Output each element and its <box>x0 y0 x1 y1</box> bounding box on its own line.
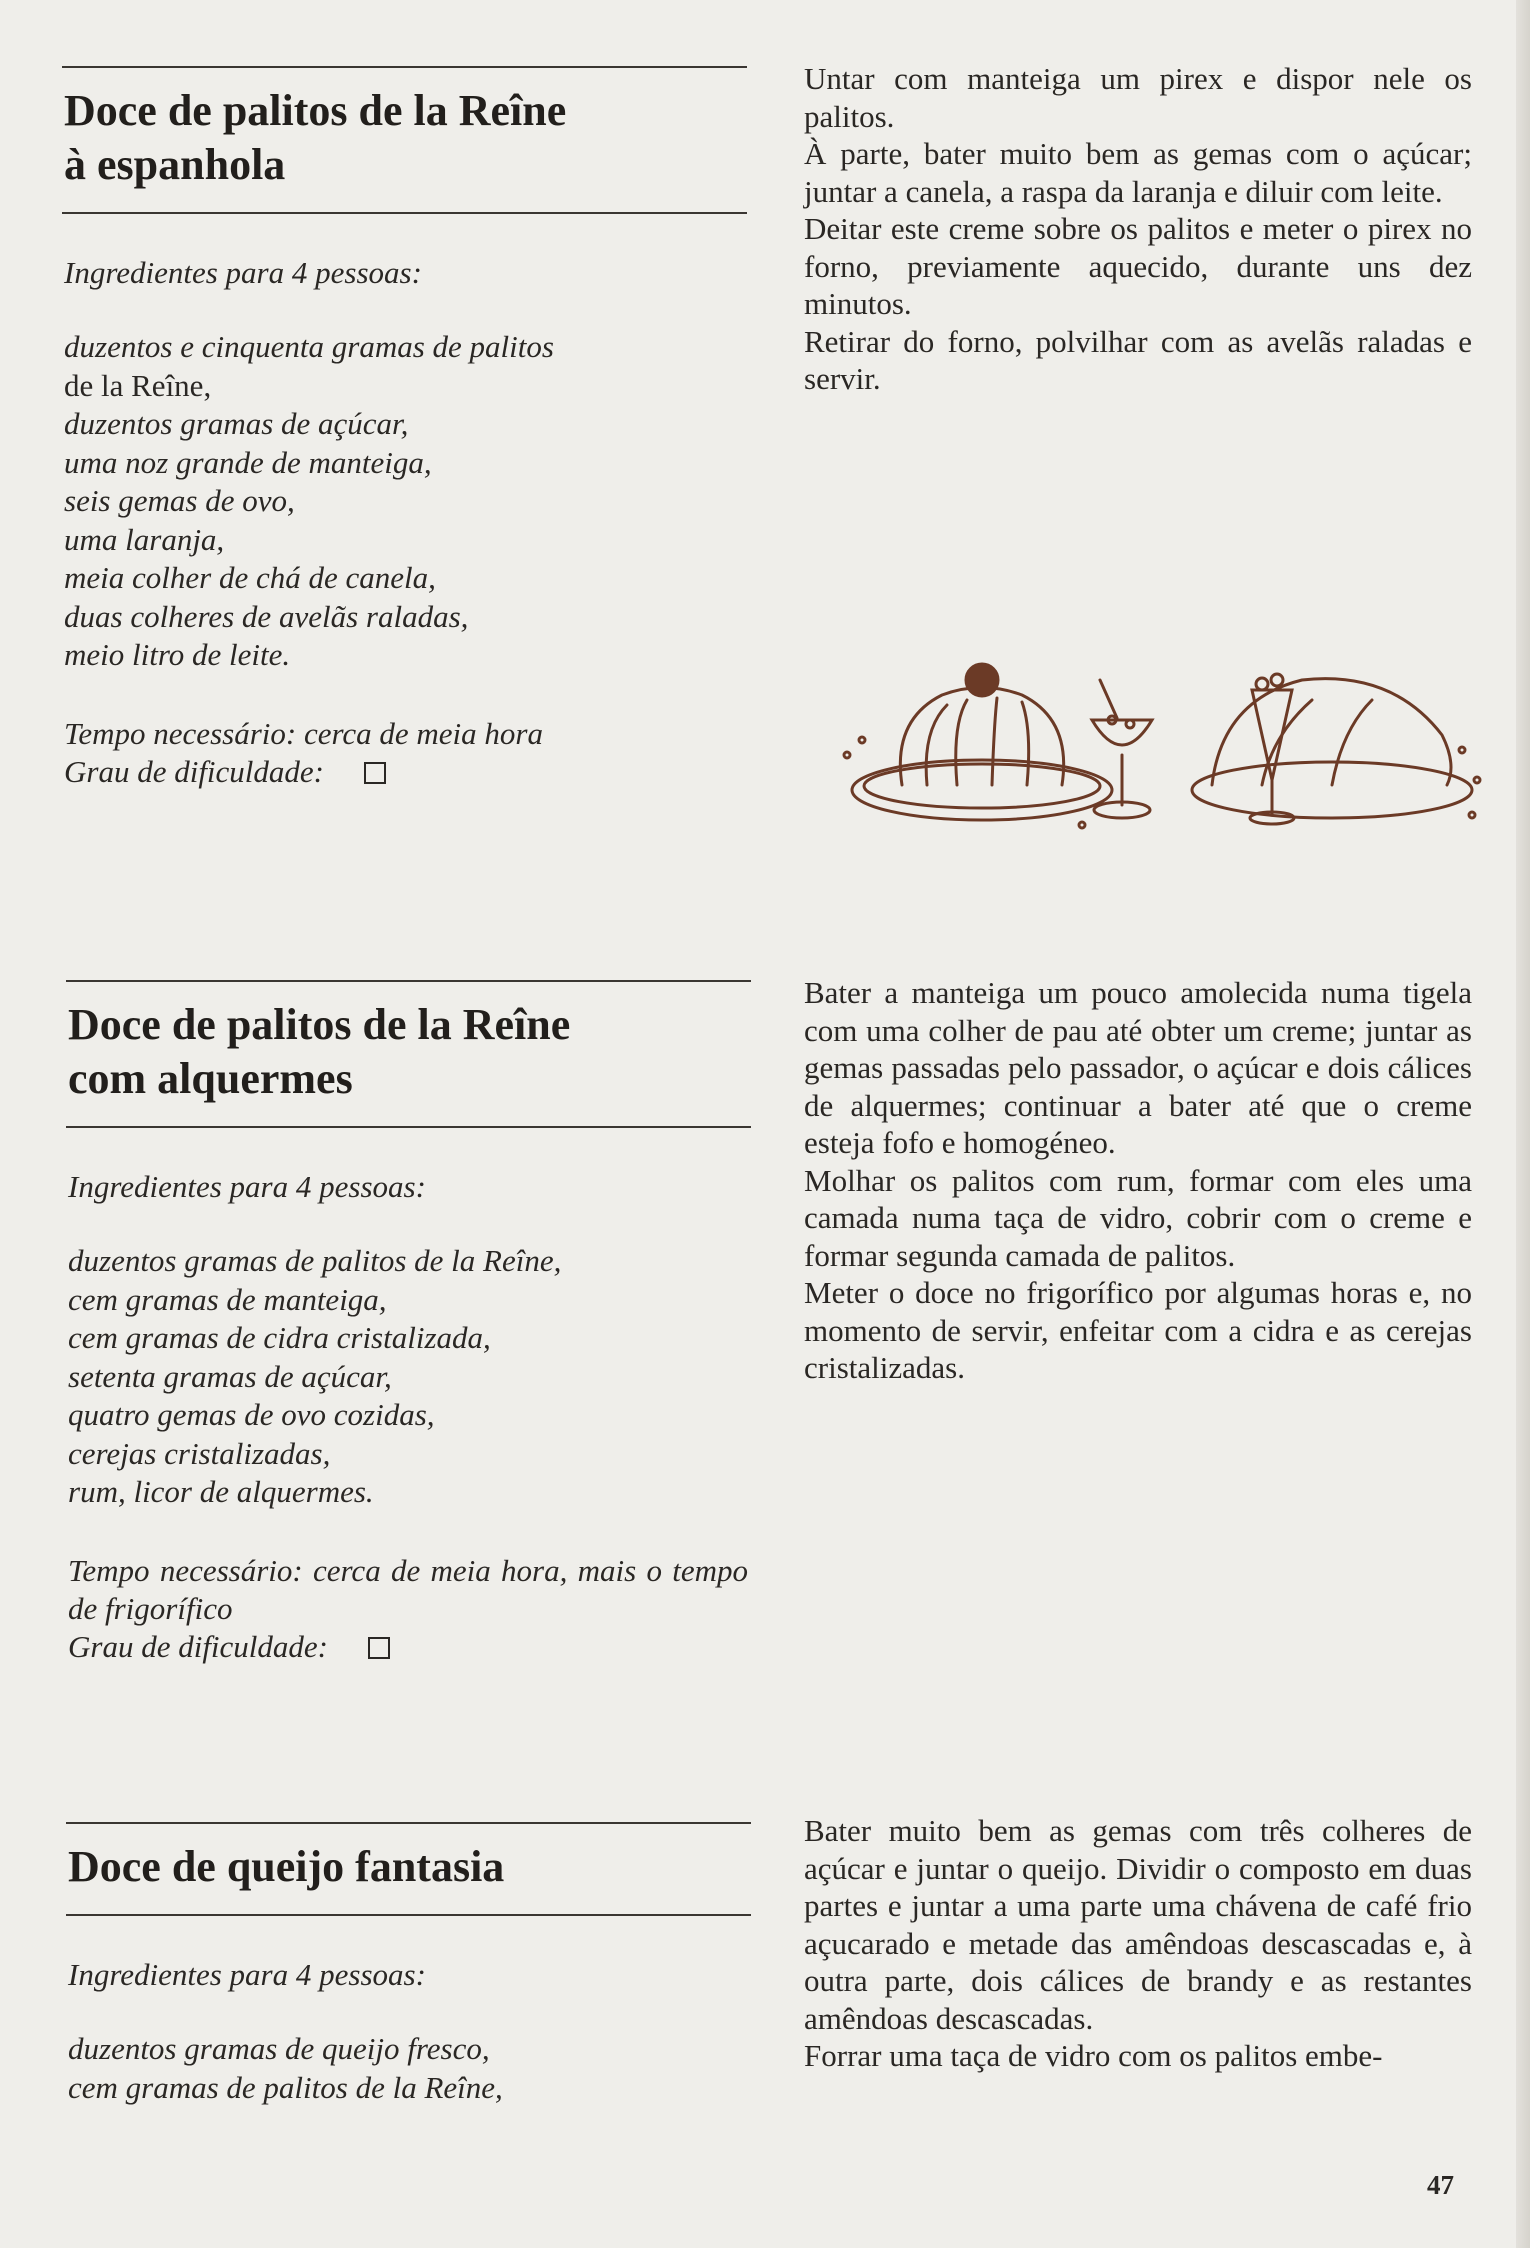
recipe-left-column <box>62 66 752 791</box>
method-paragraph: Forrar uma taça de vidro com os palitos embe- <box>804 2038 1383 2073</box>
difficulty-label: Grau de dificuldade: <box>68 1628 329 1664</box>
title-rule-bottom <box>62 212 747 214</box>
ingredient-item: meia colher de chá de canela, <box>64 560 436 595</box>
title-rule-top <box>62 66 747 68</box>
recipe-title <box>68 1840 756 1894</box>
ingredients-heading: Ingredientes para 4 pessoas: <box>64 255 422 290</box>
ingredient-item: duzentos gramas de queijo fresco, <box>68 2031 490 2066</box>
time-required: Tempo necessário: cerca de meia hora <box>64 715 543 751</box>
method-paragraph: Molhar os palitos com rum, formar com eles uma camada numa taça de vidro, cobrir com o creme e formar segunda camada de palitos. <box>804 1162 1472 1273</box>
title-line: à espanhola <box>64 140 286 189</box>
recipe-title <box>64 84 752 192</box>
title-rule-bottom <box>66 1914 751 1916</box>
ingredient-item: rum, licor de alquermes. <box>68 1474 374 1509</box>
title-line: Doce de palitos de la Reîne <box>64 86 567 135</box>
title-rule-top <box>66 1822 751 1824</box>
ingredient-item: duzentos e cinquenta gramas de palitos <box>64 329 554 364</box>
method-paragraph: Retirar do forno, polvilhar com as avelãs raladas e servir. <box>804 323 1472 396</box>
method-paragraph: Bater muito bem as gemas com três colheres de açúcar e juntar o queijo. Dividir o composto em duas partes e juntar a uma parte uma chávena de café frio açucarado e metade das amêndoas descascadas e, à outra parte, dois cálices de brandy e as restantes amêndoas descascadas. <box>804 1813 1472 2036</box>
ingredient-item: uma noz grande de manteiga, <box>64 444 432 480</box>
ingredients-list <box>66 2030 756 2107</box>
method-text <box>804 974 1472 1387</box>
method-paragraph: Meter o doce no frigorífico por algumas horas e, no momento de servir, enfeitar com a cidra e as cerejas cristalizadas. <box>804 1275 1472 1385</box>
title-line: Doce de palitos de la Reîne <box>68 1000 571 1049</box>
method-paragraph: Deitar este creme sobre os palitos e meter o pirex no forno, previamente aquecido, durante uns dez minutos. <box>804 211 1472 321</box>
ingredient-item: uma laranja, <box>64 521 225 557</box>
difficulty-checkbox <box>364 762 386 784</box>
ingredient-item: cem gramas de manteiga, <box>68 1281 387 1317</box>
difficulty-row <box>64 753 752 791</box>
recipe-title <box>68 998 756 1106</box>
ingredient-item: duzentos gramas de açúcar, <box>64 406 409 441</box>
title-line: Doce de queijo fantasia <box>68 1842 505 1891</box>
recipe-left-column <box>66 1822 756 2147</box>
ingredient-item: duzentos gramas de palitos de la Reîne, <box>68 1243 562 1278</box>
ingredient-item: duas colheres de avelãs raladas, <box>64 598 469 634</box>
title-rule-bottom <box>66 1126 751 1128</box>
ingredient-item: cem gramas de cidra cristalizada, <box>68 1320 491 1355</box>
difficulty-label: Grau de dificuldade: <box>64 753 325 789</box>
ingredient-item: seis gemas de ovo, <box>64 483 295 518</box>
difficulty-checkbox <box>368 1637 390 1659</box>
ingredient-item: meio litro de leite. <box>64 637 291 672</box>
ingredients-list <box>66 1242 756 1512</box>
ingredient-item: de la Reîne, <box>64 367 212 403</box>
recipe-left-column <box>66 980 756 1666</box>
time-required: Tempo necessário: cerca de meia hora, mais o tempo de frigorífico <box>68 1552 748 1626</box>
method-text <box>804 60 1472 398</box>
method-text <box>804 1812 1472 2075</box>
ingredients-list <box>62 328 752 675</box>
difficulty-row <box>68 1628 756 1666</box>
ingredient-item: cem gramas de palitos de la Reîne, <box>68 2069 503 2105</box>
page-number: 47 <box>1427 2170 1454 2200</box>
ingredient-item: cerejas cristalizadas, <box>68 1435 331 1471</box>
page-edge <box>1516 0 1530 2248</box>
method-paragraph: Bater a manteiga um pouco amolecida numa tigela com uma colher de pau até obter um creme; juntar as gemas passadas pelo passador, o açúcar e dois cálices de alquermes; continuar a bater até que o creme esteja fofo e homogéneo. <box>804 975 1472 1160</box>
title-line: com alquermes <box>68 1054 353 1103</box>
ingredient-item: setenta gramas de açúcar, <box>68 1358 392 1394</box>
title-rule-top <box>66 980 751 982</box>
method-paragraph: Untar com manteiga um pirex e dispor nele os palitos. <box>804 61 1472 134</box>
ingredients-heading: Ingredientes para 4 pessoas: <box>68 1169 426 1204</box>
method-paragraph: À parte, bater muito bem as gemas com o açúcar; juntar a canela, a raspa da laranja e diluir com leite. <box>804 136 1472 209</box>
ingredients-heading: Ingredientes para 4 pessoas: <box>68 1957 426 1992</box>
ingredient-item: quatro gemas de ovo cozidas, <box>68 1397 435 1432</box>
desserts-illustration <box>832 640 1488 840</box>
